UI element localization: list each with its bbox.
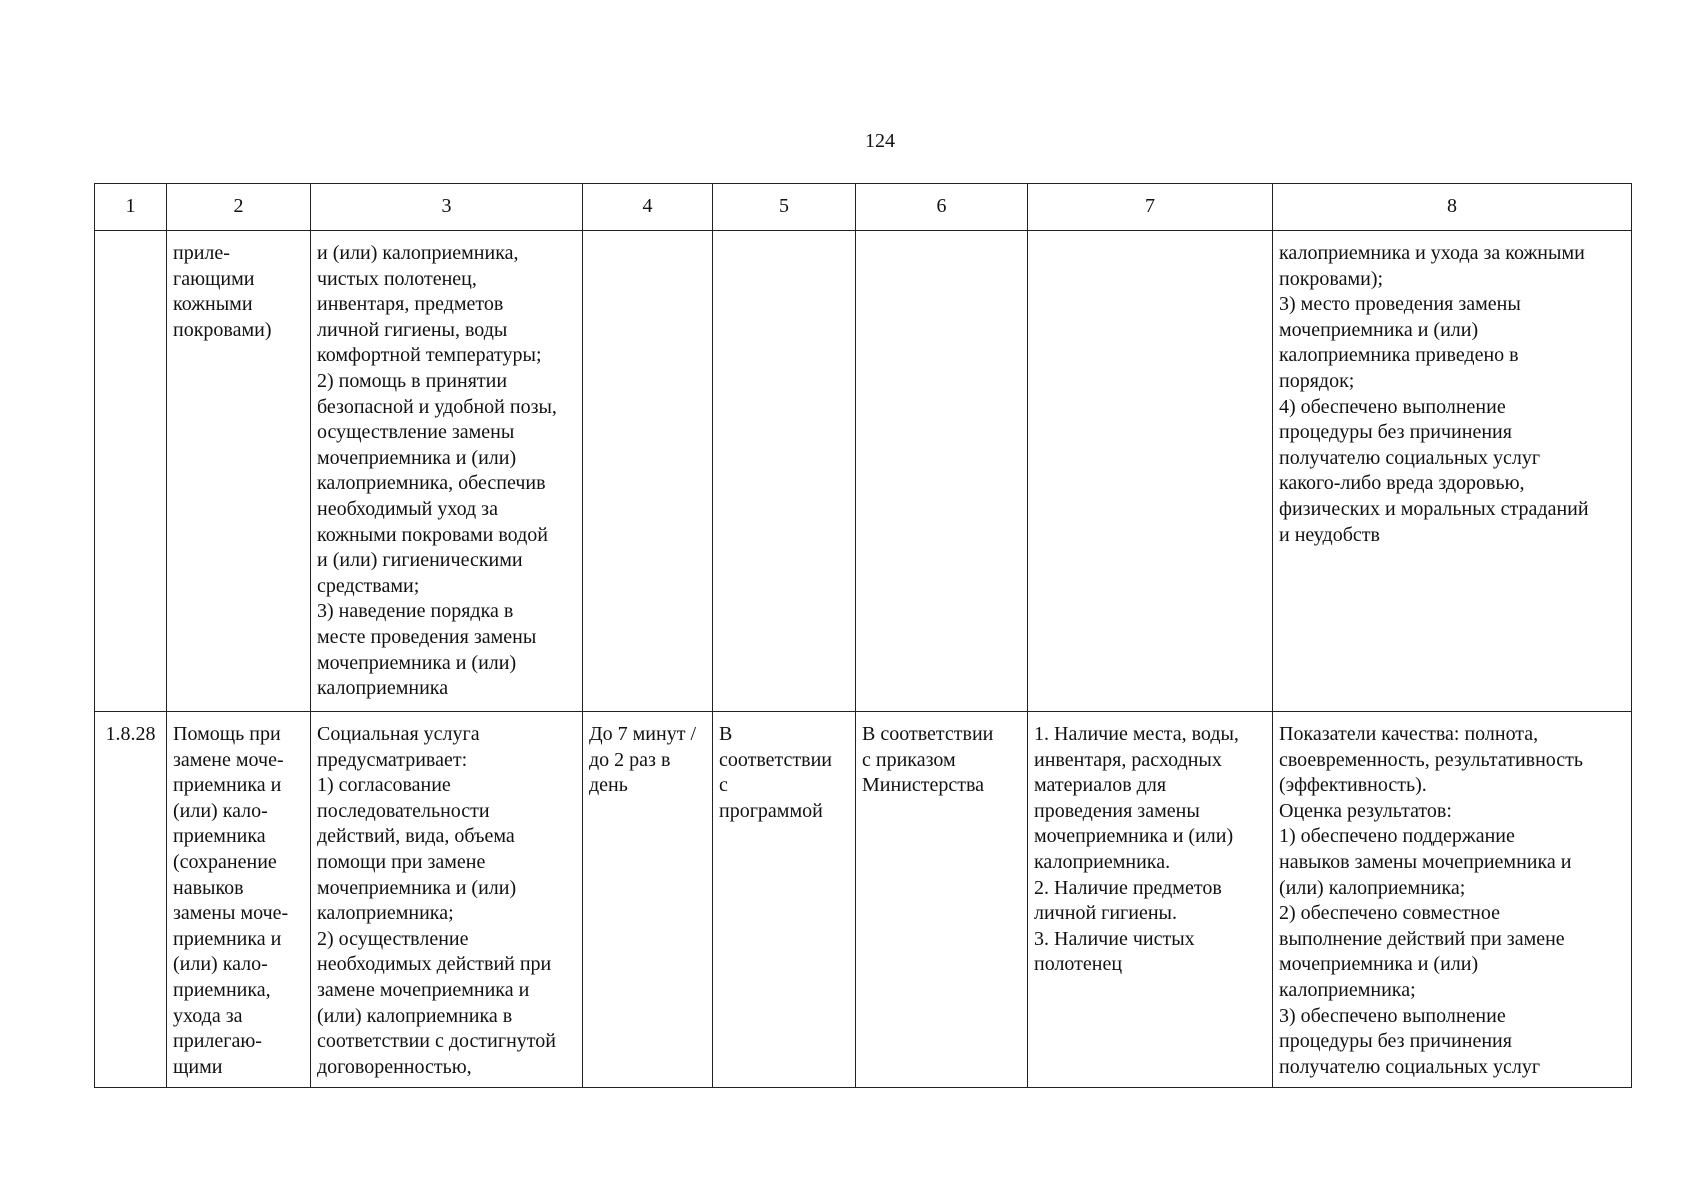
table-cell-number bbox=[95, 231, 167, 712]
table-cell-quality: калоприемника и ухода за кожными покровами); 3) место проведения замены мочеприемника и (или) калоприемника приведено в порядок; 4) обеспечено выполнение процедуры без причинения получателю социальных услуг какого-либо вреда здоровью, физических и моральных страданий и неудобств bbox=[1273, 231, 1632, 712]
table-cell-service-name: приле- гающими кожными покровами) bbox=[167, 231, 311, 712]
service-standards-table bbox=[94, 183, 1632, 1088]
column-header: 6 bbox=[856, 184, 1028, 231]
table-cell-service-name: Помощь при замене моче- приемника и (или) кало- приемника (сохранение навыков замены моче- приемника и (или) кало- приемника, ухода за прилегаю- щими bbox=[167, 712, 311, 1088]
table-cell-quality: Показатели качества: полнота, своевременность, результативность (эффективность). Оценка результатов: 1) обеспечено поддержание навыков замены мочеприемника и (или) калоприемника; 2) обеспечено совместное выполнение действий при замене мочеприемника и (или) калоприемника; 3) обеспечено выполнение процедуры без причинения получателю социальных услуг bbox=[1273, 712, 1632, 1088]
table-cell-number: 1.8.28 bbox=[95, 712, 167, 1088]
table-cell-conditions: 1. Наличие места, воды, инвентаря, расходных материалов для проведения замены мочеприемника и (или) калоприемника. 2. Наличие предметов личной гигиены. 3. Наличие чистых полотенец bbox=[1028, 712, 1273, 1088]
column-header: 8 bbox=[1273, 184, 1632, 231]
column-header: 2 bbox=[167, 184, 311, 231]
table-cell-norm bbox=[583, 231, 713, 712]
column-header: 3 bbox=[311, 184, 583, 231]
table-row-1-8-28 bbox=[95, 712, 1632, 1088]
column-header: 7 bbox=[1028, 184, 1273, 231]
table-cell-norm: До 7 минут / до 2 раз в день bbox=[583, 712, 713, 1088]
table-cell-tariff bbox=[856, 231, 1028, 712]
table-cell-conditions bbox=[1028, 231, 1273, 712]
page-number: 124 bbox=[865, 130, 895, 152]
column-header: 4 bbox=[583, 184, 713, 231]
table-cell-tariff: В соответствии с приказом Министерства bbox=[856, 712, 1028, 1088]
table-cell-description: и (или) калоприемника, чистых полотенец, инвентаря, предметов личной гигиены, воды комфортной температуры; 2) помощь в принятии безопасной и удобной позы, осуществление замены мочеприемника и (или) калоприемника, обеспечив необходимый уход за кожными покровами водой и (или) гигиеническими средствами; 3) наведение порядка в месте проведения замены мочеприемника и (или) калоприемника bbox=[311, 231, 583, 712]
table-cell-volume bbox=[713, 231, 856, 712]
column-header: 5 bbox=[713, 184, 856, 231]
table-cell-description: Социальная услуга предусматривает: 1) согласование последовательности действий, вида, объема помощи при замене мочеприемника и (или) калоприемника; 2) осуществление необходимых действий при замене мочеприемника и (или) калоприемника в соответствии с достигнутой договоренностью, bbox=[311, 712, 583, 1088]
table-row-continuation bbox=[95, 231, 1632, 712]
table-cell-volume: В соответствии с программой bbox=[713, 712, 856, 1088]
table-header-row bbox=[95, 184, 1632, 231]
column-header: 1 bbox=[95, 184, 167, 231]
